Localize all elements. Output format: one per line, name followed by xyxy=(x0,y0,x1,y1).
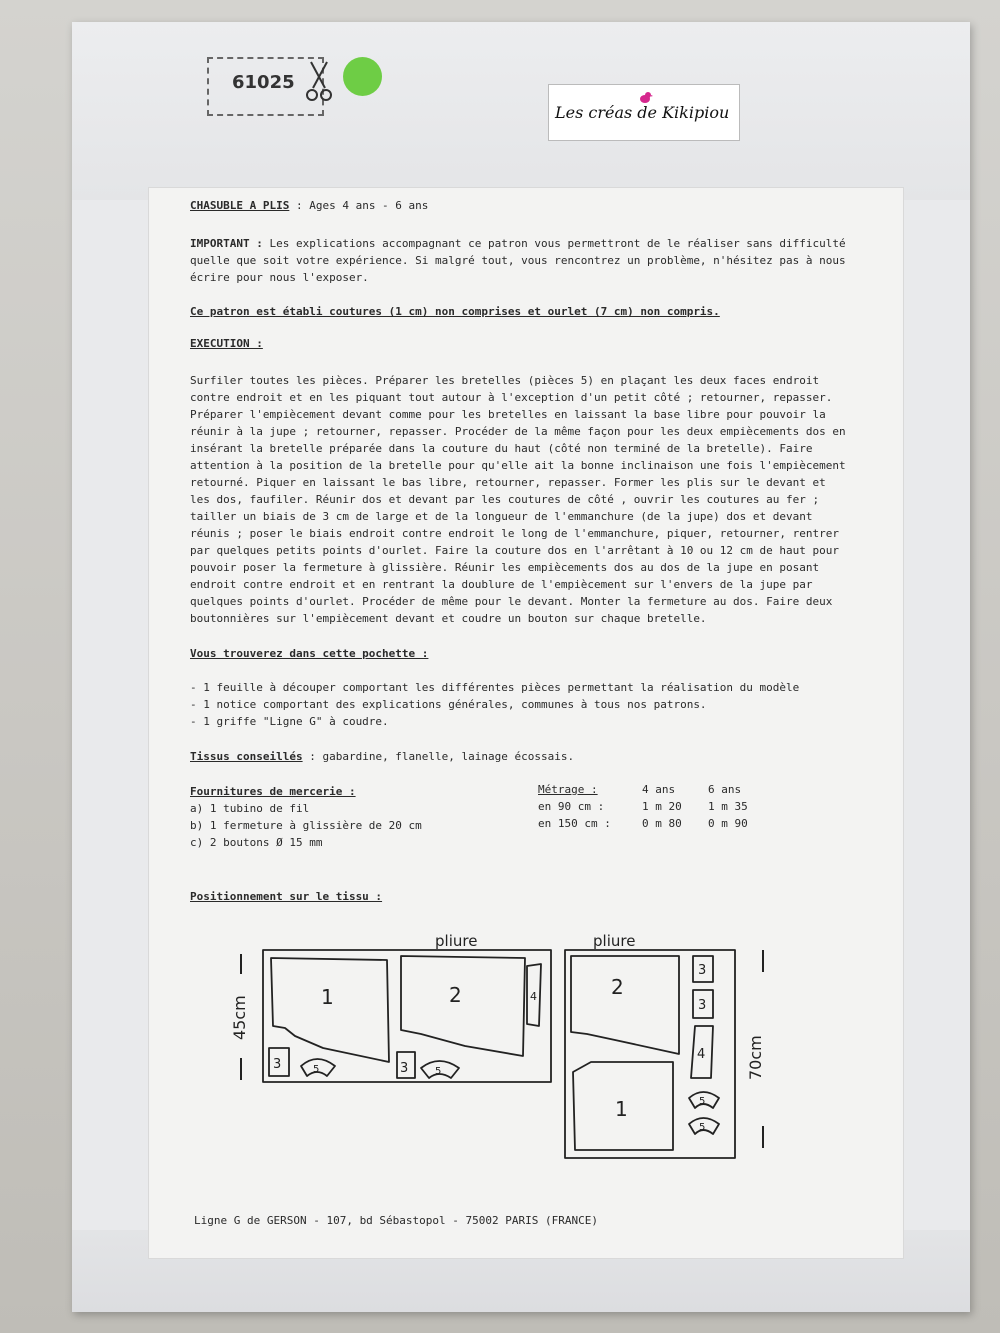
pochette-item: - 1 notice comportant des explications générales, communes à tous nos patrons. xyxy=(190,698,707,711)
execution-line: Surfiler toutes les pièces. Préparer les bretelles (pièces 5) en plaçant les deux faces endroit xyxy=(190,374,820,387)
piece-label: 4 xyxy=(530,990,537,1003)
yardage-col-6: 6 ans xyxy=(708,783,742,796)
execution-line: quelques points d'ourlet. Procéder de même pour le devant. Monter la fermeture au dos. Faire deux xyxy=(190,595,833,608)
width-label-70cm: 70cm xyxy=(746,1035,765,1080)
important-line-1: IMPORTANT : Les explications accompagnant ce patron vous permettront de le réaliser sans difficulté xyxy=(190,237,846,250)
execution-line: réunis ; poser le biais endroit contre endroit le long de l'emmanchure, piquer, retourner, rentrer xyxy=(190,527,840,540)
notions-item: b) 1 fermeture à glissière de 20 cm xyxy=(190,819,422,832)
cutting-layout-diagram xyxy=(225,930,785,1170)
important-label: IMPORTANT : xyxy=(190,237,263,250)
execution-line: réunir à la jupe ; retourner, repasser. Procéder de la même façon pour les deux empiècements dos en xyxy=(190,425,846,438)
notions-item: c) 2 boutons Ø 15 mm xyxy=(190,836,323,849)
ages: : Ages 4 ans - 6 ans xyxy=(289,199,429,212)
green-sticker-dot xyxy=(343,57,382,96)
fabrics-value: : gabardine, flanelle, lainage écossais. xyxy=(302,750,575,763)
yardage-value: 1 m 20 xyxy=(642,800,682,813)
fabrics-line xyxy=(190,748,574,765)
execution-line: Préparer l'empiècement devant comme pour les bretelles en laissant la base libre pour pouvoir la xyxy=(190,408,826,421)
execution-line: attention à la position de la bretelle pour qu'elle ait la bonne inclinaison une fois l'empiècement xyxy=(190,459,846,472)
document-title: CHASUBLE A PLIS xyxy=(190,199,290,212)
pochette-heading: Vous trouverez dans cette pochette : xyxy=(190,647,429,660)
yardage-value: 0 m 80 xyxy=(642,817,682,830)
layout-heading: Positionnement sur le tissu : xyxy=(190,890,383,903)
execution-line: tailler un biais de 3 cm de large et de la longueur de l'emmanchure (de la jupe) dos et devant xyxy=(190,510,813,523)
pochette-item: - 1 griffe "Ligne G" à coudre. xyxy=(190,715,389,728)
execution-heading: EXECUTION : xyxy=(190,337,263,350)
publisher-footer: Ligne G de GERSON - 107, bd Sébastopol - 75002 PARIS (FRANCE) xyxy=(194,1214,598,1227)
execution-line: insérant la bretelle préparée dans la couture du haut (côté non terminé de la bretelle). Faire xyxy=(190,442,813,455)
yardage-value: 0 m 90 xyxy=(708,817,748,830)
execution-line: retourné. Piquer en laissant le bas libre, retourner, repasser. Former les plis sur le devant et xyxy=(190,476,826,489)
piece-label: 5 xyxy=(313,1064,320,1075)
width-label-45cm: 45cm xyxy=(230,995,249,1040)
yardage-row-label: en 90 cm : xyxy=(538,800,605,813)
execution-line: boutonnières sur l'empiècement devant et coudre un bouton sur chaque bretelle. xyxy=(190,612,707,625)
piece-label: 2 xyxy=(611,975,624,999)
important-line-2: quelle que soit votre expérience. Si malgré tout, vous rencontrez un problème, n'hésitez pas à nous xyxy=(190,254,846,267)
piece-label: 4 xyxy=(697,1047,706,1062)
scissors-icon xyxy=(305,60,333,104)
execution-line: contre endroit et en les piquant tout autour à l'exception d'un petit côté ; retourner, repasser. xyxy=(190,391,833,404)
notions-heading: Fournitures de mercerie : xyxy=(190,785,356,798)
notions-item: a) 1 tubino de fil xyxy=(190,802,310,815)
execution-line: par quelques petits points d'ourlet. Faire la couture dos en l'arrêtant à 10 ou 12 cm de haut pour xyxy=(190,544,840,557)
important-line-3: écrire pour nous l'exposer. xyxy=(190,271,369,284)
pochette-item: - 1 feuille à découper comportant les différentes pièces permettant la réalisation du modèle xyxy=(190,681,800,694)
yardage-row-label: en 150 cm : xyxy=(538,817,611,830)
pattern-number: 61025 xyxy=(232,72,295,93)
execution-line: les dos, faufiler. Réunir dos et devant par les coutures de côté , ouvrir les coutures au fer ; xyxy=(190,493,820,506)
piece-2-right xyxy=(571,956,679,1054)
piece-2-left xyxy=(401,956,525,1056)
yardage-label: Métrage : xyxy=(538,783,598,796)
piece-label: 1 xyxy=(615,1097,628,1121)
yardage-value: 1 m 35 xyxy=(708,800,748,813)
piece-label: 3 xyxy=(273,1057,282,1072)
piece-label: 1 xyxy=(321,985,334,1009)
piece-1-left xyxy=(271,958,389,1062)
execution-line: pouvoir poser la fermeture à glissière. Réunir les empiècements dos au dos de la jupe en posant xyxy=(190,561,820,574)
fold-label-left: pliure xyxy=(435,932,478,950)
title-line xyxy=(190,197,428,214)
execution-line: endroit contre endroit et en rentrant la doublure de l'empiècement sur l'envers de la jupe par xyxy=(190,578,813,591)
piece-label: 5 xyxy=(699,1122,706,1133)
piece-label: 3 xyxy=(698,963,707,978)
shop-logo xyxy=(548,84,740,141)
piece-label: 5 xyxy=(699,1096,706,1107)
fold-label-right: pliure xyxy=(593,932,636,950)
yardage-col-4: 4 ans xyxy=(642,783,676,796)
fabrics-label: Tissus conseillés xyxy=(190,750,303,763)
piece-label: 5 xyxy=(435,1066,442,1077)
seam-allowance-note: Ce patron est établi coutures (1 cm) non comprises et ourlet (7 cm) non compris. xyxy=(190,305,720,318)
logo-text: Les créas de Kikipiou xyxy=(555,103,730,122)
piece-label: 2 xyxy=(449,983,462,1007)
piece-label: 3 xyxy=(400,1061,409,1076)
piece-label: 3 xyxy=(698,998,707,1013)
